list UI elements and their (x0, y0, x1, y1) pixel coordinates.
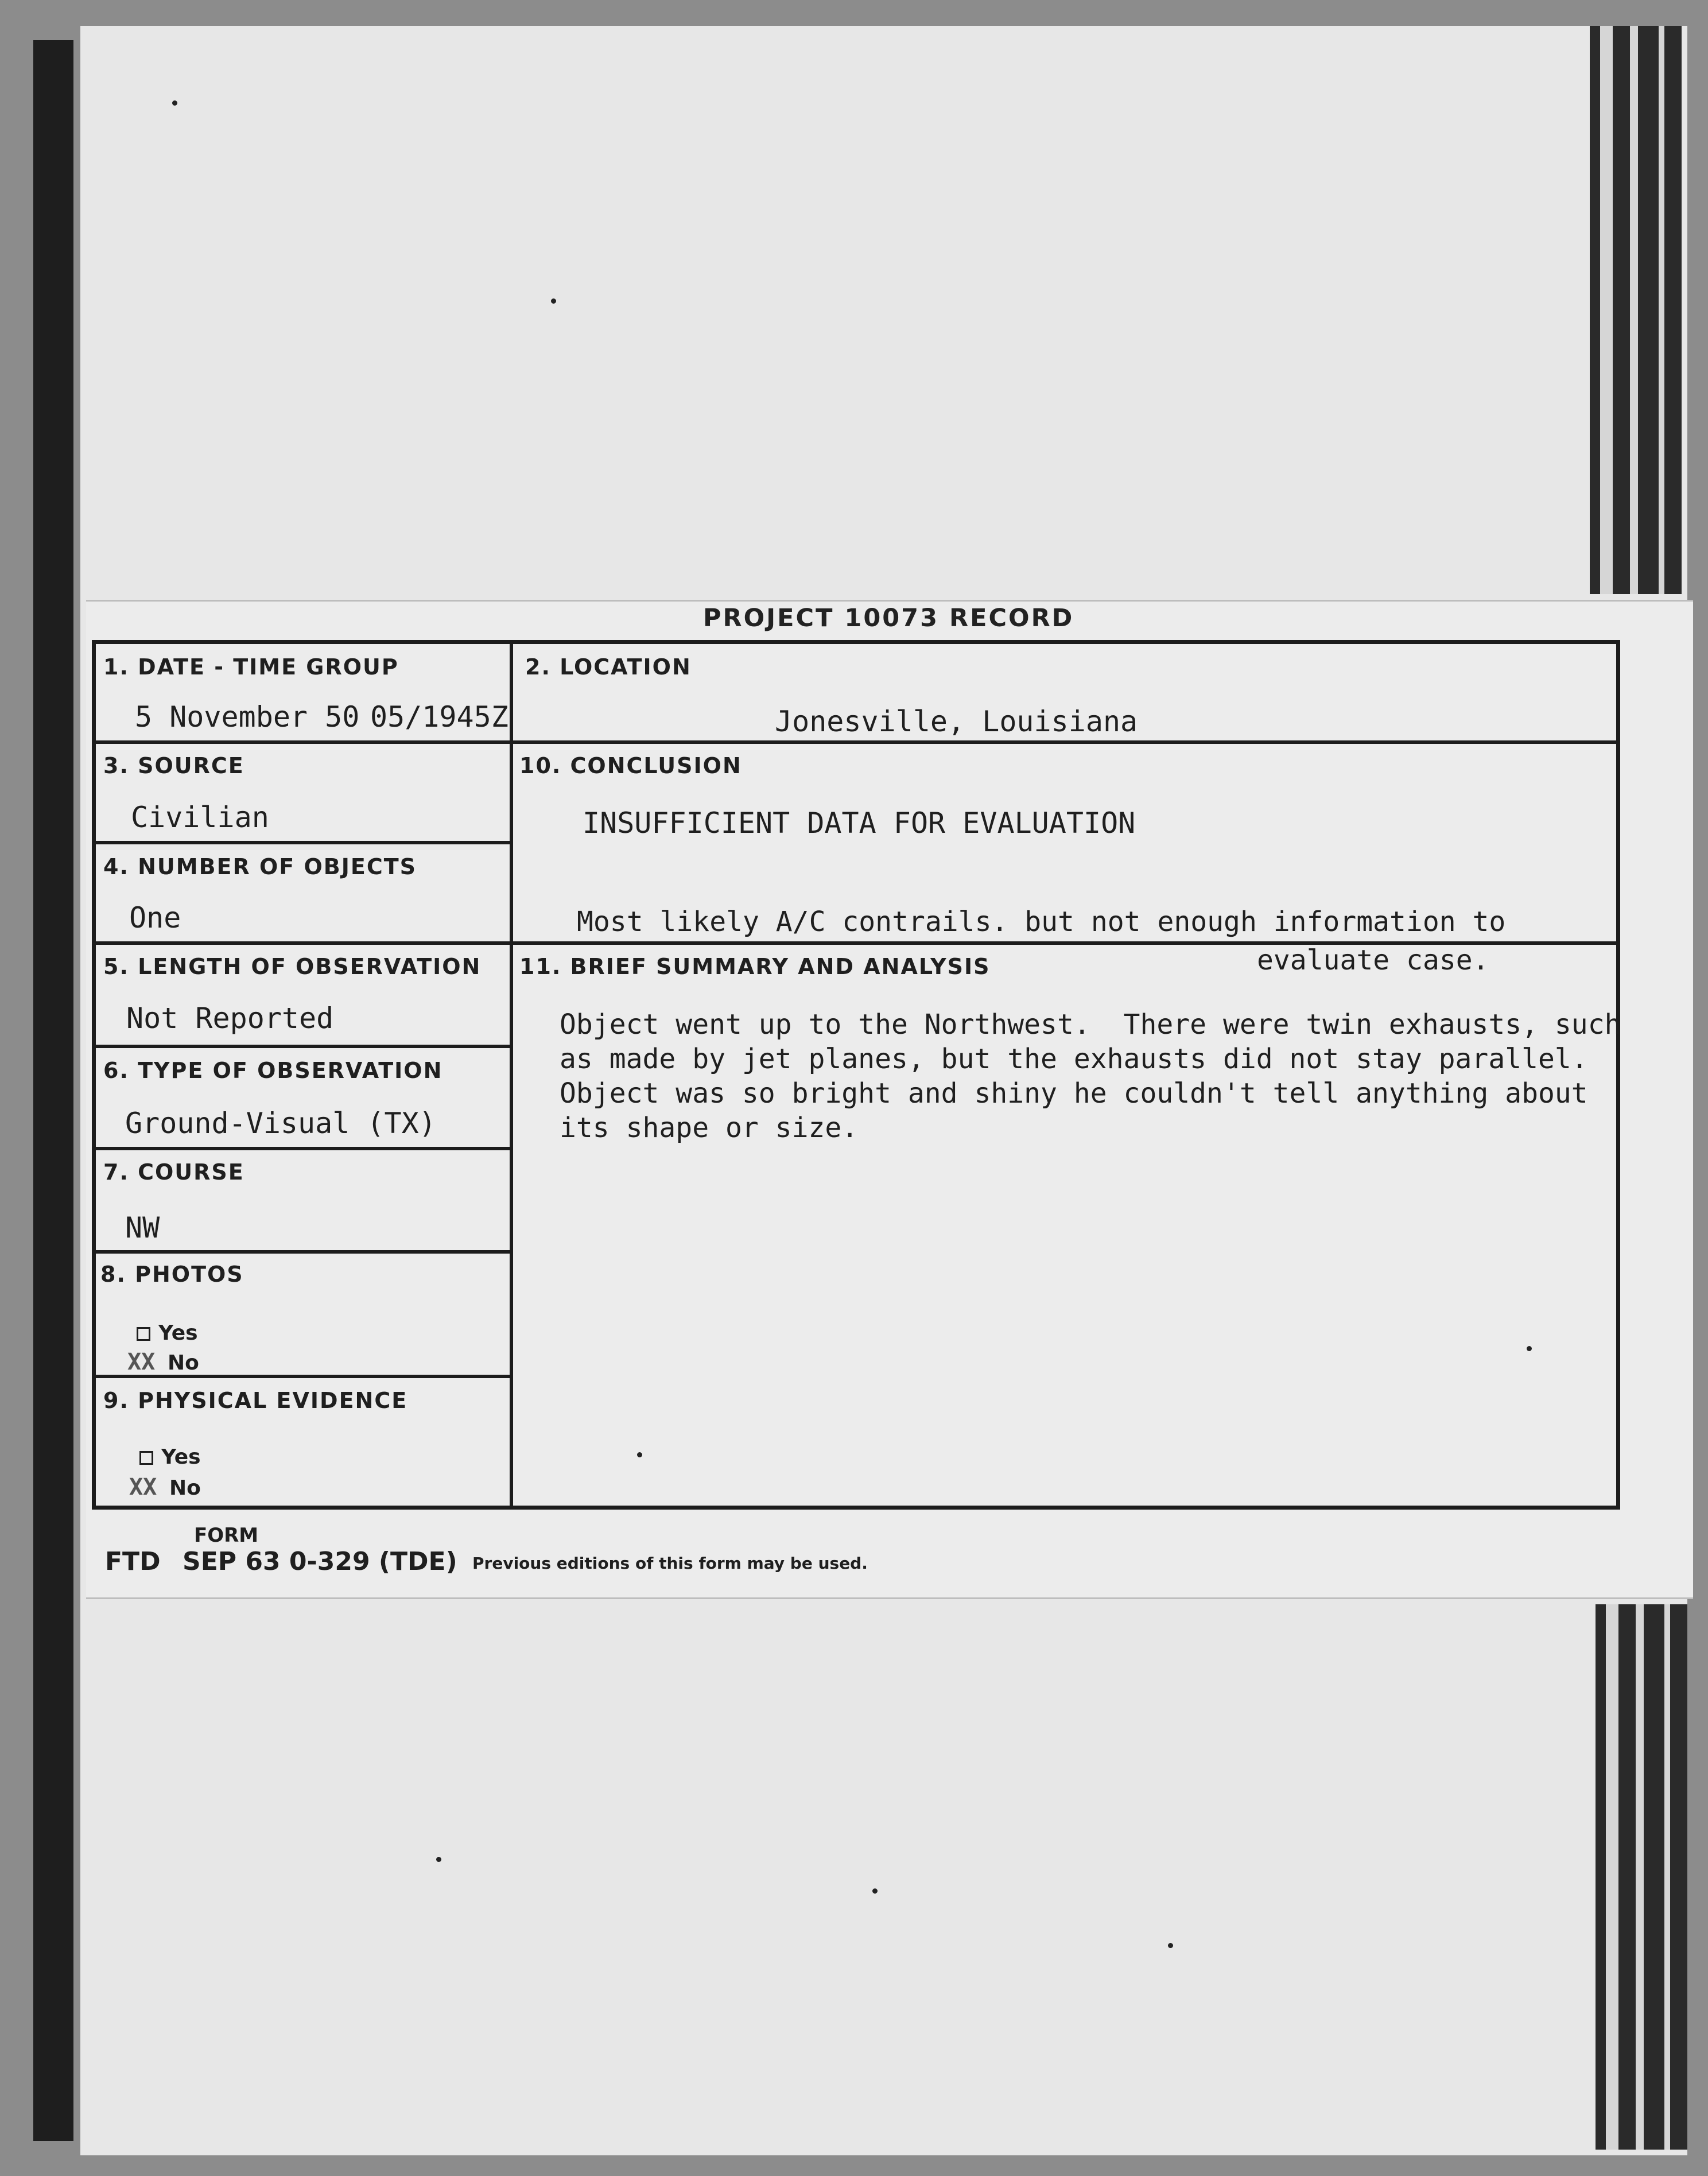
physical-evidence-label: 9. PHYSICAL EVIDENCE (103, 1388, 408, 1413)
conclusion-value: INSUFFICIENT DATA FOR EVALUATION (583, 806, 1136, 840)
location-label: 2. LOCATION (525, 654, 692, 680)
photos-yes-option: Yes (137, 1321, 198, 1345)
footer-note: Previous editions of this form may be used. (472, 1554, 868, 1573)
scan-speck (551, 298, 556, 304)
footer-ftd: FTD (105, 1547, 161, 1576)
scan-speck (1168, 1943, 1173, 1948)
photos-no-option: XX No (127, 1349, 199, 1375)
number-of-objects-value: One (129, 901, 181, 934)
binder-strip-bottom (1596, 1604, 1687, 2150)
date-value: 5 November 50 (135, 700, 360, 734)
scan-speck (872, 1888, 878, 1894)
row-divider (92, 1250, 511, 1254)
scan-speck (637, 1452, 642, 1457)
conclusion-note-continued: evaluate case. (1257, 944, 1489, 976)
course-value: NW (125, 1211, 160, 1244)
physical-evidence-yes-option: Yes (139, 1445, 201, 1469)
scan-speck (436, 1857, 441, 1862)
page-left-edge (33, 40, 73, 2141)
length-of-observation-value: Not Reported (126, 1002, 334, 1035)
column-divider (510, 640, 513, 1510)
length-of-observation-label: 5. LENGTH OF OBSERVATION (103, 954, 482, 979)
physical-evidence-no-option: XX No (129, 1474, 201, 1500)
binder-strip-top (1590, 26, 1682, 594)
photos-yes-checkbox (137, 1327, 150, 1341)
footer-form-number: SEP 63 0-329 (TDE) (183, 1547, 457, 1576)
photos-label: 8. PHOTOS (100, 1262, 244, 1287)
number-of-objects-label: 4. NUMBER OF OBJECTS (103, 854, 417, 879)
physical-evidence-yes-checkbox (139, 1451, 153, 1465)
location-value: Jonesville, Louisiana (775, 705, 1138, 738)
type-of-observation-label: 6. TYPE OF OBSERVATION (103, 1058, 443, 1083)
row-divider (92, 1147, 511, 1150)
source-label: 3. SOURCE (103, 753, 244, 778)
form-title: PROJECT 10073 RECORD (703, 604, 1074, 633)
row-divider (92, 740, 1620, 744)
photos-no-mark: XX (127, 1349, 156, 1375)
course-label: 7. COURSE (103, 1159, 244, 1185)
source-value: Civilian (131, 801, 269, 834)
date-time-group-label: 1. DATE - TIME GROUP (103, 654, 399, 680)
footer-form-word: FORM (194, 1524, 259, 1547)
physical-evidence-no-mark: XX (129, 1474, 157, 1500)
time-value: 05/1945Z (370, 700, 508, 734)
conclusion-label: 10. CONCLUSION (519, 753, 742, 778)
scan-speck (172, 100, 177, 106)
scan-speck (1527, 1346, 1532, 1351)
summary-text: Object went up to the Northwest. There were twin exhausts, such as made by jet planes, but the exhausts did not stay parallel. Object was so bright and shiny he couldn't tell anything about its shape or size. (560, 1009, 1621, 1144)
row-divider (92, 841, 511, 844)
row-divider (92, 1045, 511, 1048)
type-of-observation-value: Ground-Visual (TX) (125, 1107, 436, 1140)
summary-label: 11. BRIEF SUMMARY AND ANALYSIS (519, 954, 991, 979)
conclusion-note: Most likely A/C contrails. but not enough information to (577, 906, 1506, 938)
